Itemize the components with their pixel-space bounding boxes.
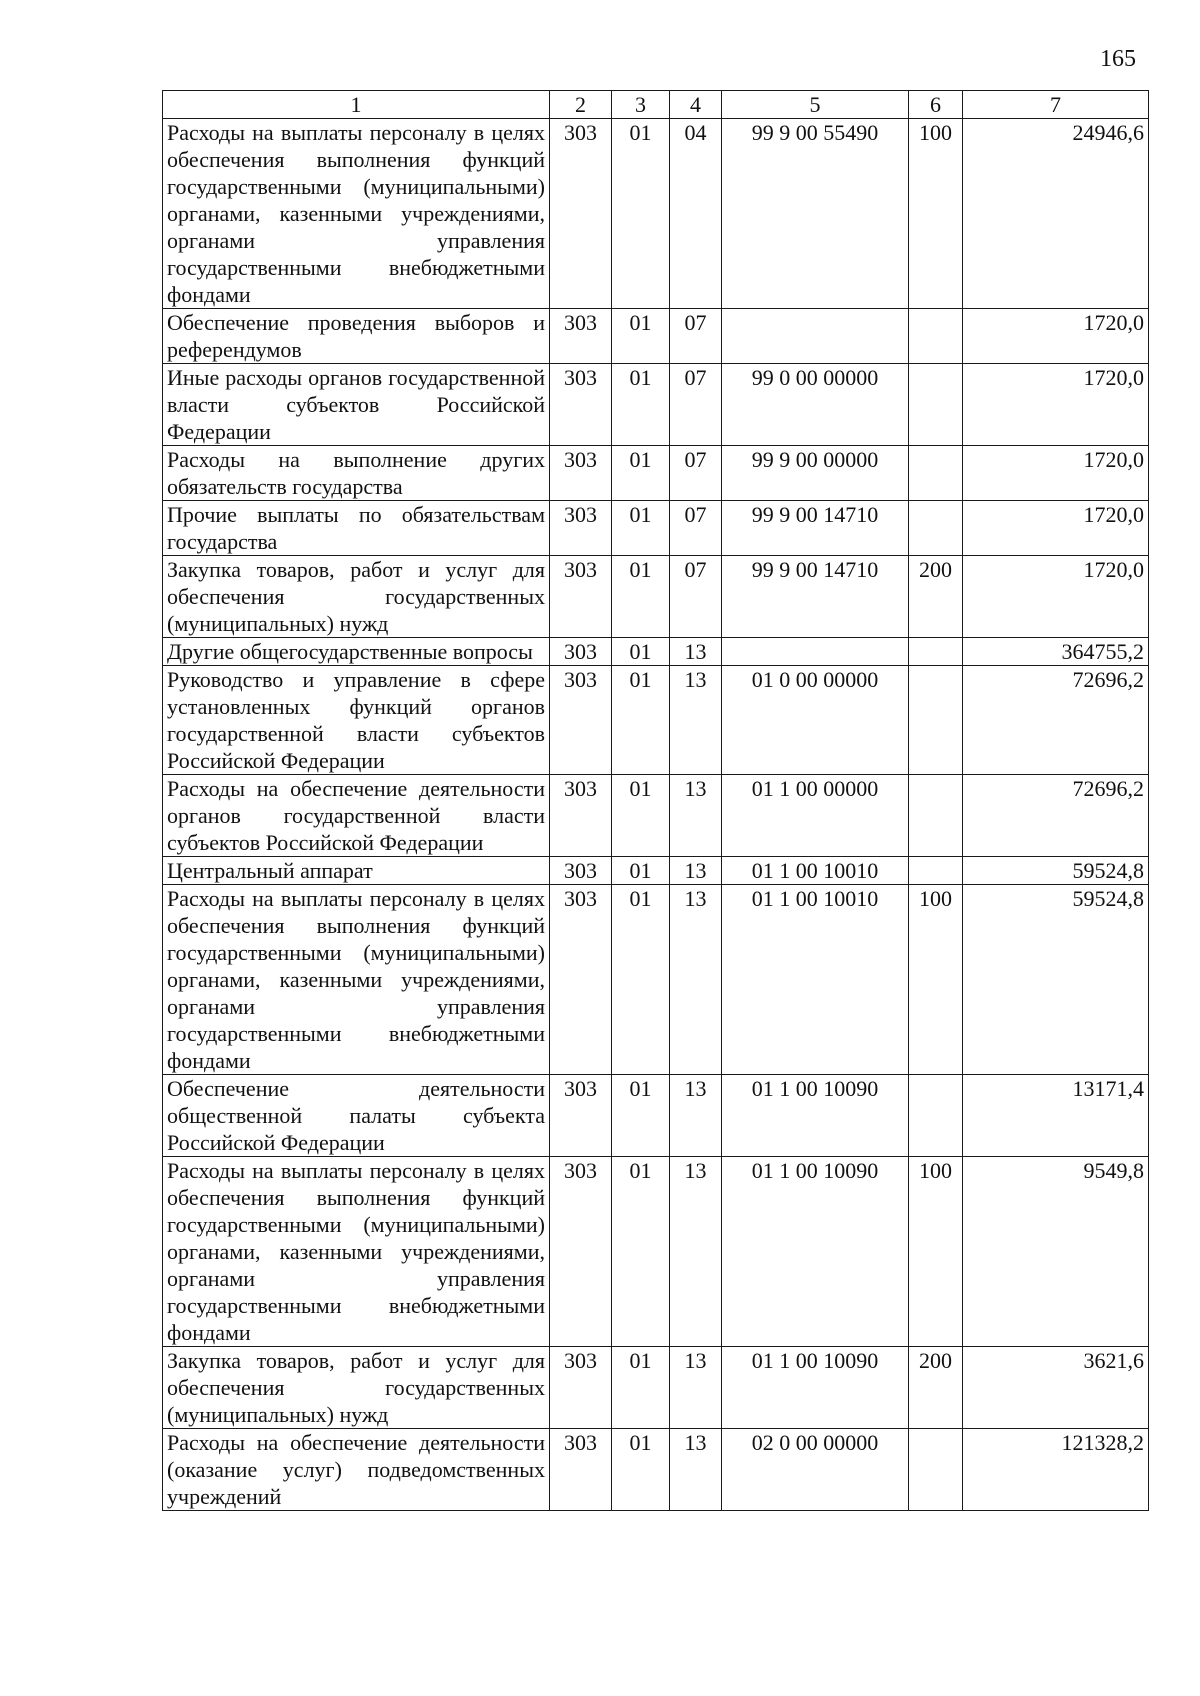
- section-code: 01: [612, 1347, 670, 1429]
- subsection-code: 13: [670, 666, 722, 775]
- expense-type-code: [909, 364, 963, 446]
- ministry-code: 303: [550, 775, 612, 857]
- row-description: Расходы на обеспечение деятельности (оказание услуг) подведомственных учреждений: [163, 1429, 550, 1511]
- section-code: 01: [612, 885, 670, 1075]
- table-row: [163, 309, 1149, 364]
- target-article-code: 01 1 00 00000: [722, 775, 909, 857]
- expense-type-code: 100: [909, 119, 963, 309]
- target-article-code: 99 0 00 00000: [722, 364, 909, 446]
- section-code: 01: [612, 1429, 670, 1511]
- table-row: [163, 857, 1149, 885]
- subsection-code: 07: [670, 364, 722, 446]
- target-article-code: 01 0 00 00000: [722, 666, 909, 775]
- column-header-3: 3: [612, 91, 670, 119]
- amount: 3621,6: [963, 1347, 1149, 1429]
- target-article-code: 01 1 00 10010: [722, 885, 909, 1075]
- table-row: [163, 119, 1149, 309]
- header-row: [163, 91, 1149, 119]
- expense-type-code: 200: [909, 1347, 963, 1429]
- expense-type-code: [909, 501, 963, 556]
- table-row: [163, 446, 1149, 501]
- amount: 364755,2: [963, 638, 1149, 666]
- expense-type-code: [909, 638, 963, 666]
- table-row: [163, 638, 1149, 666]
- column-header-2: 2: [550, 91, 612, 119]
- amount: 24946,6: [963, 119, 1149, 309]
- table-row: [163, 501, 1149, 556]
- row-description: Обеспечение деятельности общественной палаты субъекта Российской Федерации: [163, 1075, 550, 1157]
- subsection-code: 07: [670, 556, 722, 638]
- expense-type-code: [909, 446, 963, 501]
- target-article-code: 01 1 00 10010: [722, 857, 909, 885]
- column-header-6: 6: [909, 91, 963, 119]
- ministry-code: 303: [550, 1075, 612, 1157]
- table-row: [163, 556, 1149, 638]
- target-article-code: [722, 638, 909, 666]
- amount: 59524,8: [963, 857, 1149, 885]
- row-description: Расходы на выплаты персоналу в целях обеспечения выполнения функций государственными (муниципальными) органами, казенными учреждениями, органами управления государственными внебюджетными фондами: [163, 885, 550, 1075]
- row-description: Расходы на обеспечение деятельности органов государственной власти субъектов Российской Федерации: [163, 775, 550, 857]
- subsection-code: 07: [670, 309, 722, 364]
- column-header-1: 1: [163, 91, 550, 119]
- table-row: [163, 1429, 1149, 1511]
- amount: 13171,4: [963, 1075, 1149, 1157]
- target-article-code: 99 9 00 14710: [722, 501, 909, 556]
- row-description: Руководство и управление в сфере установленных функций органов государственной власти субъектов Российской Федерации: [163, 666, 550, 775]
- section-code: 01: [612, 119, 670, 309]
- expense-type-code: [909, 666, 963, 775]
- section-code: 01: [612, 309, 670, 364]
- section-code: 01: [612, 556, 670, 638]
- row-description: Центральный аппарат: [163, 857, 550, 885]
- expense-type-code: [909, 775, 963, 857]
- section-code: 01: [612, 1157, 670, 1347]
- section-code: 01: [612, 364, 670, 446]
- section-code: 01: [612, 857, 670, 885]
- row-description: Закупка товаров, работ и услуг для обеспечения государственных (муниципальных) нужд: [163, 1347, 550, 1429]
- amount: 1720,0: [963, 446, 1149, 501]
- section-code: 01: [612, 638, 670, 666]
- amount: 1720,0: [963, 364, 1149, 446]
- page-number: 165: [1100, 46, 1136, 72]
- section-code: 01: [612, 1075, 670, 1157]
- row-description: Другие общегосударственные вопросы: [163, 638, 550, 666]
- table-row: [163, 364, 1149, 446]
- ministry-code: 303: [550, 446, 612, 501]
- subsection-code: 04: [670, 119, 722, 309]
- section-code: 01: [612, 446, 670, 501]
- row-description: Прочие выплаты по обязательствам государства: [163, 501, 550, 556]
- ministry-code: 303: [550, 1429, 612, 1511]
- expense-type-code: 100: [909, 1157, 963, 1347]
- amount: 72696,2: [963, 666, 1149, 775]
- table-row: [163, 1157, 1149, 1347]
- ministry-code: 303: [550, 1347, 612, 1429]
- row-description: Расходы на выполнение других обязательств государства: [163, 446, 550, 501]
- subsection-code: 13: [670, 885, 722, 1075]
- amount: 72696,2: [963, 775, 1149, 857]
- target-article-code: 99 9 00 00000: [722, 446, 909, 501]
- column-header-5: 5: [722, 91, 909, 119]
- target-article-code: 99 9 00 14710: [722, 556, 909, 638]
- amount: 121328,2: [963, 1429, 1149, 1511]
- ministry-code: 303: [550, 1157, 612, 1347]
- ministry-code: 303: [550, 638, 612, 666]
- subsection-code: 13: [670, 1075, 722, 1157]
- amount: 59524,8: [963, 885, 1149, 1075]
- subsection-code: 13: [670, 775, 722, 857]
- subsection-code: 07: [670, 501, 722, 556]
- target-article-code: 01 1 00 10090: [722, 1347, 909, 1429]
- table-body: [163, 119, 1149, 1511]
- subsection-code: 07: [670, 446, 722, 501]
- amount: 1720,0: [963, 556, 1149, 638]
- subsection-code: 13: [670, 1157, 722, 1347]
- row-description: Обеспечение проведения выборов и референдумов: [163, 309, 550, 364]
- ministry-code: 303: [550, 501, 612, 556]
- row-description: Расходы на выплаты персоналу в целях обеспечения выполнения функций государственными (муниципальными) органами, казенными учреждениями, органами управления государственными внебюджетными фондами: [163, 1157, 550, 1347]
- amount: 1720,0: [963, 309, 1149, 364]
- target-article-code: [722, 309, 909, 364]
- column-header-7: 7: [963, 91, 1149, 119]
- subsection-code: 13: [670, 857, 722, 885]
- expense-type-code: [909, 1429, 963, 1511]
- row-description: Иные расходы органов государственной власти субъектов Российской Федерации: [163, 364, 550, 446]
- ministry-code: 303: [550, 309, 612, 364]
- table-row: [163, 775, 1149, 857]
- section-code: 01: [612, 501, 670, 556]
- target-article-code: 01 1 00 10090: [722, 1075, 909, 1157]
- ministry-code: 303: [550, 364, 612, 446]
- target-article-code: 99 9 00 55490: [722, 119, 909, 309]
- expense-type-code: [909, 1075, 963, 1157]
- ministry-code: 303: [550, 556, 612, 638]
- table-row: [163, 885, 1149, 1075]
- table-row: [163, 666, 1149, 775]
- table-row: [163, 1075, 1149, 1157]
- row-description: Закупка товаров, работ и услуг для обеспечения государственных (муниципальных) нужд: [163, 556, 550, 638]
- expense-type-code: [909, 309, 963, 364]
- section-code: 01: [612, 775, 670, 857]
- expense-type-code: 200: [909, 556, 963, 638]
- section-code: 01: [612, 666, 670, 775]
- row-description: Расходы на выплаты персоналу в целях обеспечения выполнения функций государственными (муниципальными) органами, казенными учреждениями, органами управления государственными внебюджетными фондами: [163, 119, 550, 309]
- budget-table: [162, 90, 1149, 1511]
- subsection-code: 13: [670, 638, 722, 666]
- subsection-code: 13: [670, 1429, 722, 1511]
- amount: 1720,0: [963, 501, 1149, 556]
- expense-type-code: 100: [909, 885, 963, 1075]
- ministry-code: 303: [550, 666, 612, 775]
- table-row: [163, 1347, 1149, 1429]
- ministry-code: 303: [550, 857, 612, 885]
- ministry-code: 303: [550, 885, 612, 1075]
- expense-type-code: [909, 857, 963, 885]
- target-article-code: 01 1 00 10090: [722, 1157, 909, 1347]
- subsection-code: 13: [670, 1347, 722, 1429]
- target-article-code: 02 0 00 00000: [722, 1429, 909, 1511]
- amount: 9549,8: [963, 1157, 1149, 1347]
- column-header-4: 4: [670, 91, 722, 119]
- ministry-code: 303: [550, 119, 612, 309]
